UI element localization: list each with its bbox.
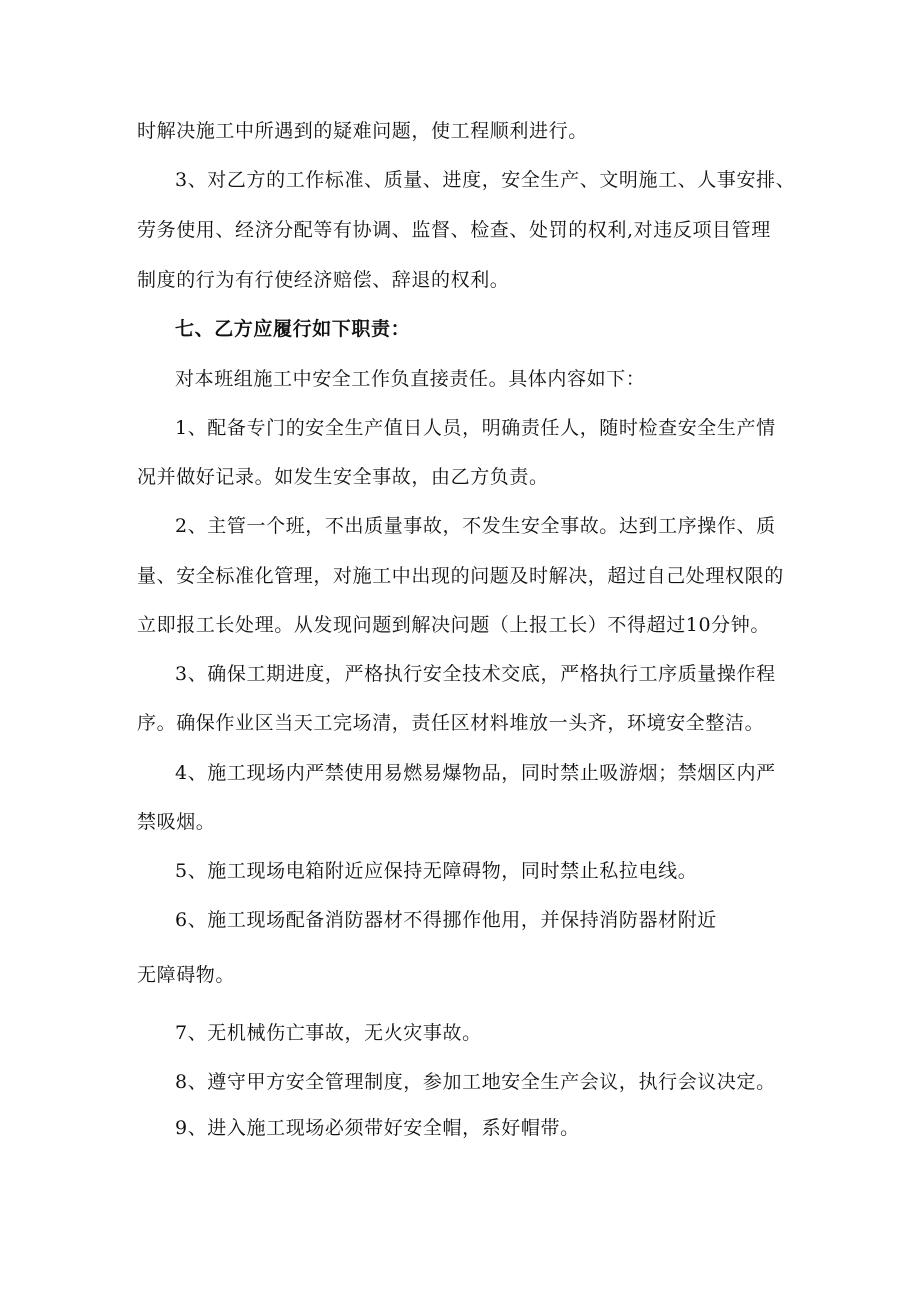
- section-heading: 七、乙方应履行如下职责：: [175, 318, 411, 340]
- paragraph-line: 7、无机械伤亡事故，无火灾事故。: [175, 1022, 482, 1044]
- paragraph-line: 量、安全标准化管理，对施工中出现的问题及时解决，超过自己处理权限的: [137, 565, 784, 587]
- paragraph-line: 6、施工现场配备消防器材不得挪作他用，并保持消防器材附近: [175, 909, 717, 931]
- paragraph-line: 对本班组施工中安全工作负直接责任。具体内容如下：: [175, 368, 646, 390]
- paragraph-line: 立即报工长处理。从发现问题到解决问题（上报工长）不得超过10分钟。: [137, 614, 770, 636]
- paragraph-line: 5、施工现场电箱附近应保持无障碍物，同时禁止私拉电线。: [175, 860, 698, 882]
- paragraph-line: 制度的行为有行使经济赔偿、辞退的权利。: [137, 269, 510, 291]
- paragraph-line: 8、遵守甲方安全管理制度，参加工地安全生产会议，执行会议决定。: [175, 1071, 776, 1093]
- paragraph-line: 2、主管一个班，不出质量事故，不发生安全事故。达到工序操作、质: [175, 515, 776, 537]
- paragraph-line: 9、进入施工现场必须带好安全帽，系好帽带。: [175, 1117, 580, 1139]
- paragraph-line: 禁吸烟。: [137, 811, 216, 833]
- paragraph-line: 1、配备专门的安全生产值日人员，明确责任人，随时检查安全生产情: [175, 417, 776, 439]
- paragraph-line: 劳务使用、经济分配等有协调、监督、检查、处罚的权利,对违反项目管理: [137, 219, 771, 241]
- paragraph-line: 况并做好记录。如发生安全事故，由乙方负责。: [137, 466, 549, 488]
- paragraph-line: 序。确保作业区当天工完场清，责任区材料堆放一头齐，环境安全整洁。: [137, 712, 765, 734]
- paragraph-line: 3、确保工期进度，严格执行安全技术交底，严格执行工序质量操作程: [175, 663, 776, 685]
- paragraph-line: 4、施工现场内严禁使用易燃易爆物品，同时禁止吸游烟；禁烟区内严: [175, 762, 776, 784]
- paragraph-line: 时解决施工中所遇到的疑难问题，使工程顺利进行。: [137, 120, 588, 142]
- paragraph-line: 3、对乙方的工作标准、质量、进度，安全生产、文明施工、人事安排、: [175, 169, 796, 191]
- paragraph-line: 无障碍物。: [137, 964, 236, 986]
